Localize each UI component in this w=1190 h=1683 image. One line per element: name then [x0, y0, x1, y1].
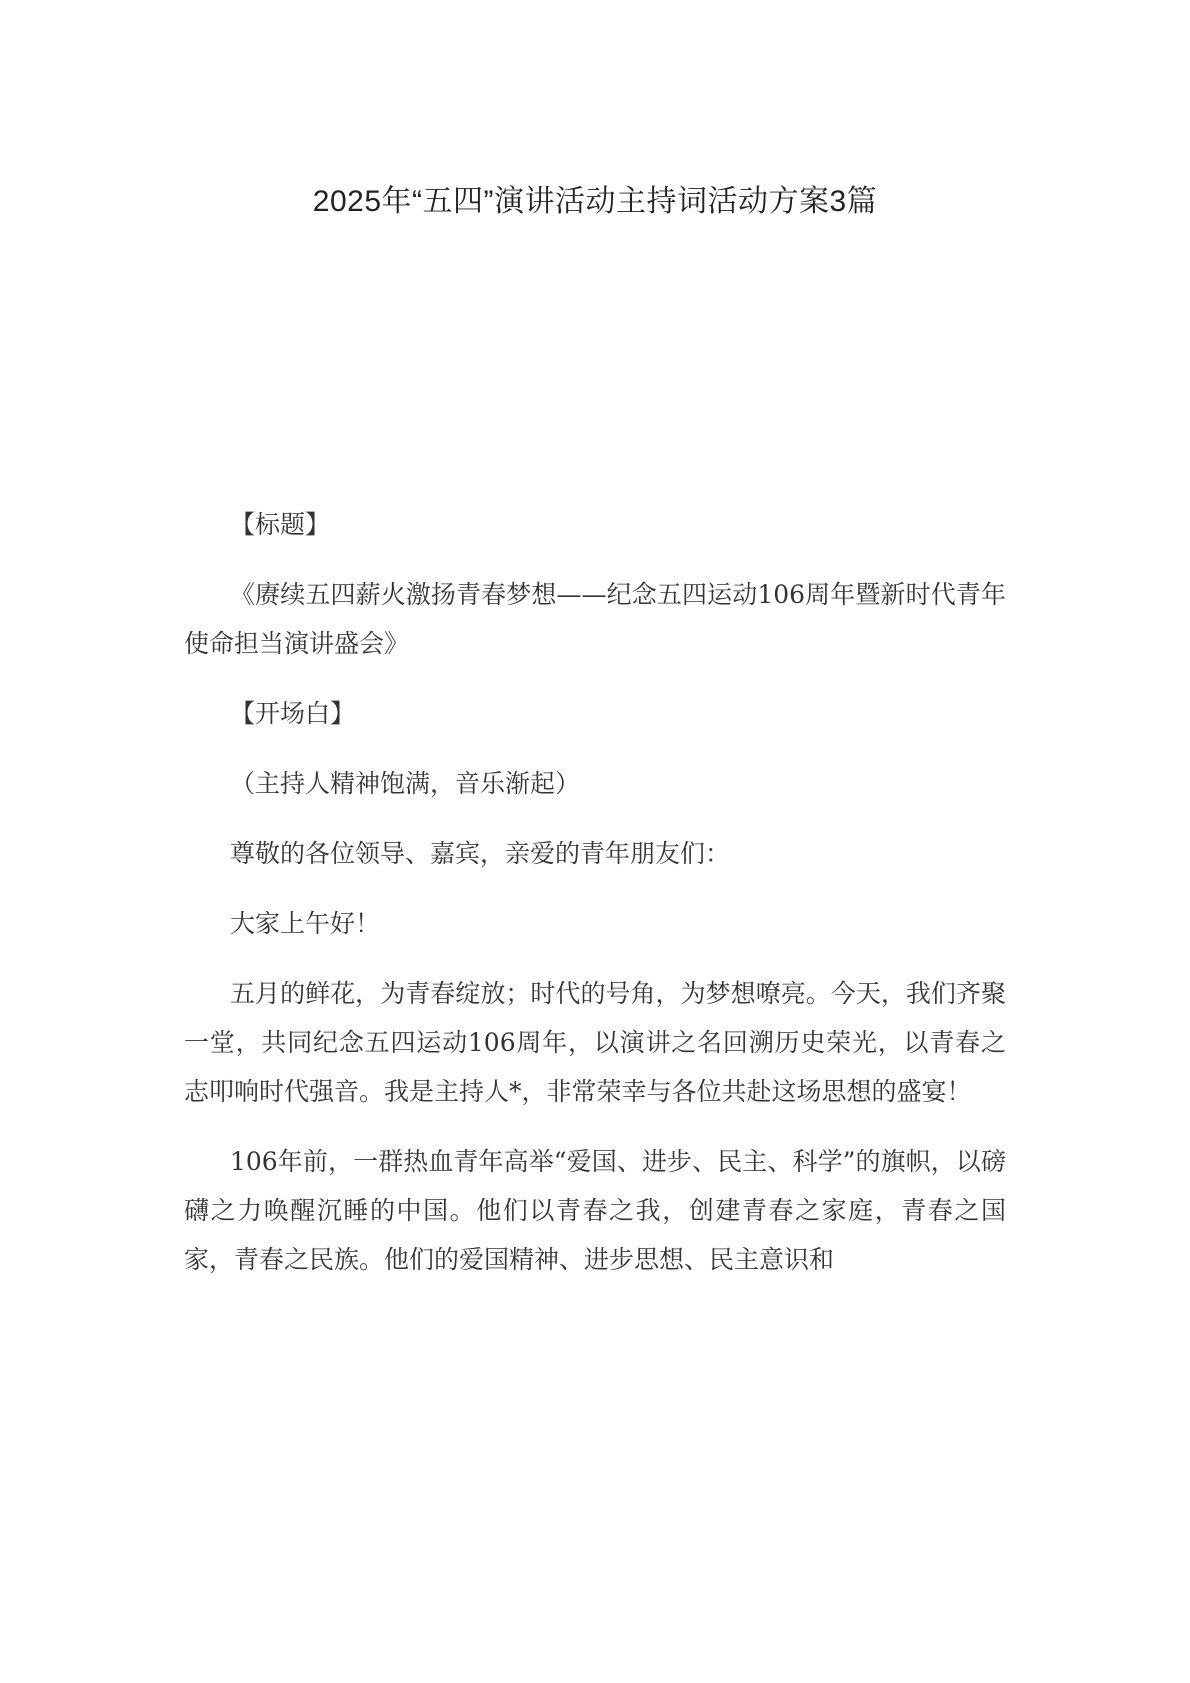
greeting-paragraph: 大家上午好！: [230, 909, 381, 938]
opening-speech-paragraph: 五月的鲜花，为青春绽放；时代的号角，为梦想嘹亮。今天，我们齐聚一堂，共同纪念五四运动106周年，以演讲之名回溯历史荣光，以青春之志叩响时代强音。我是主持人*，非常荣幸与各位共赴这场思想的盛宴！: [184, 979, 1006, 1106]
history-paragraph: 106年前，一群热血青年高举“爱国、进步、民主、科学”的旗帜，以磅礴之力唤醒沉睡的中国。他们以青春之我，创建青春之家庭，青春之国家，青春之民族。他们的爱国精神、进步思想、民主意识和: [184, 1147, 1006, 1274]
stage-direction-paragraph: （主持人精神饱满，音乐渐起）: [230, 769, 581, 798]
heading-title-label: 【标题】: [230, 510, 331, 539]
document-body: [184, 500, 1006, 1305]
heading-opening-label: 【开场白】: [230, 699, 356, 728]
document-title: 2025年“五四”演讲活动主持词活动方案3篇: [312, 185, 878, 218]
speech-title-paragraph: 《赓续五四薪火激扬青春梦想——纪念五四运动106周年暨新时代青年使命担当演讲盛会》: [184, 580, 1006, 658]
salutation-paragraph: 尊敬的各位领导、嘉宾，亲爱的青年朋友们：: [230, 839, 731, 868]
